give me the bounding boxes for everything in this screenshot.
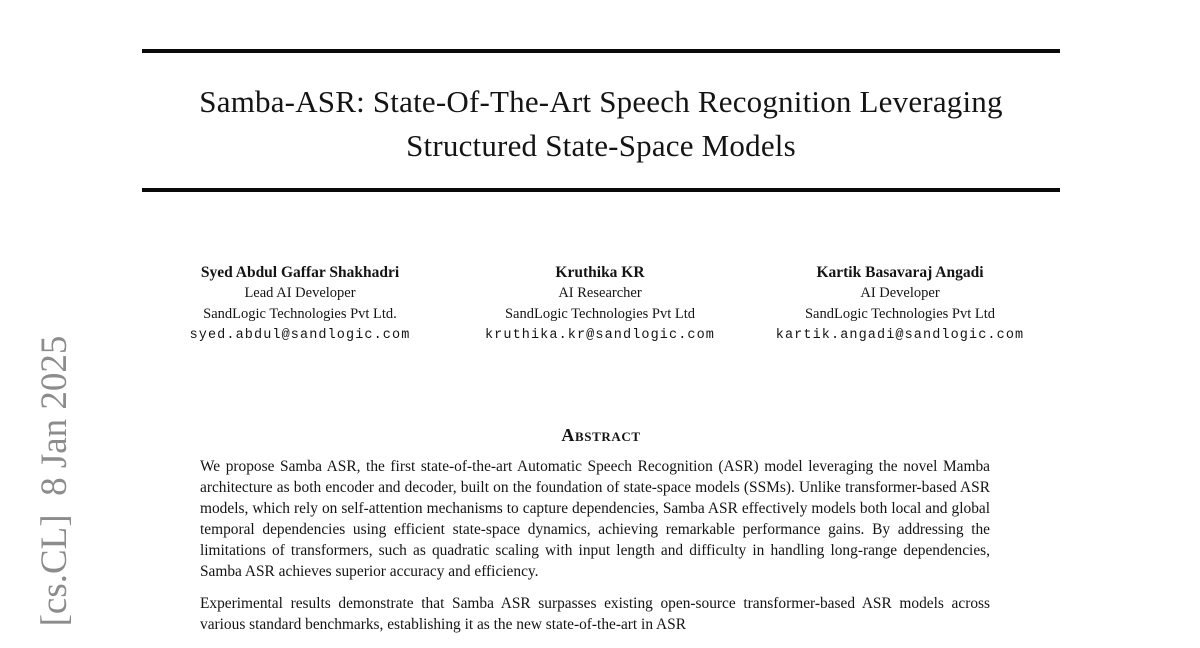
author-2-name: Kruthika KR <box>555 264 645 281</box>
author-3-role: AI Developer <box>860 285 940 301</box>
author-block <box>150 262 1050 347</box>
abstract-heading: Abstract <box>561 425 641 445</box>
author-3 <box>750 262 1050 347</box>
author-1 <box>150 262 450 347</box>
author-2-email: kruthika.kr@sandlogic.com <box>484 328 716 343</box>
paper-title <box>142 80 1060 168</box>
arxiv-watermark: [cs.CL] 8 Jan 2025 <box>34 335 75 627</box>
abstract-body <box>200 456 990 646</box>
abstract-paragraph-2: Experimental results demonstrate that Samba ASR surpasses existing open-source transformer-based ASR models across various standard benchmarks, establishing it as the new state-of-the-art in ASR <box>200 595 990 633</box>
author-1-name: Syed Abdul Gaffar Shakhadri <box>200 264 400 281</box>
author-3-name: Kartik Basavaraj Angadi <box>816 264 984 281</box>
title-rule-bottom <box>142 188 1060 192</box>
author-2 <box>450 262 750 347</box>
abstract-paragraph-1: We propose Samba ASR, the first state-of-the-art Automatic Speech Recognition (ASR) model leveraging the novel Mamba architecture as both encoder and decoder, built on the foundation of state-space models (SSMs). Unlike transformer-based ASR models, which rely on self-attention mechanisms to capture dependencies, Samba ASR effectively models both local and global temporal dependencies using efficient state-space dynamics, achieving remarkable performance gains. By addressing the limitations of transformers, such as quadratic scaling with input length and difficulty in handling long-range dependencies, Samba ASR achieves superior accuracy and efficiency. <box>200 458 990 580</box>
author-1-email: syed.abdul@sandlogic.com <box>189 328 411 343</box>
author-1-affiliation: SandLogic Technologies Pvt Ltd. <box>203 306 397 322</box>
author-1-role: Lead AI Developer <box>244 285 356 301</box>
author-3-affiliation: SandLogic Technologies Pvt Ltd <box>804 306 995 322</box>
paper-title-line1: Samba-ASR: State-Of-The-Art Speech Recognition Leveraging <box>199 84 1003 119</box>
paper-title-line2: Structured State-Space Models <box>406 128 796 163</box>
author-3-email: kartik.angadi@sandlogic.com <box>775 328 1025 343</box>
author-2-role: AI Researcher <box>558 285 642 301</box>
title-rule-top <box>142 49 1060 53</box>
author-2-affiliation: SandLogic Technologies Pvt Ltd <box>504 306 695 322</box>
